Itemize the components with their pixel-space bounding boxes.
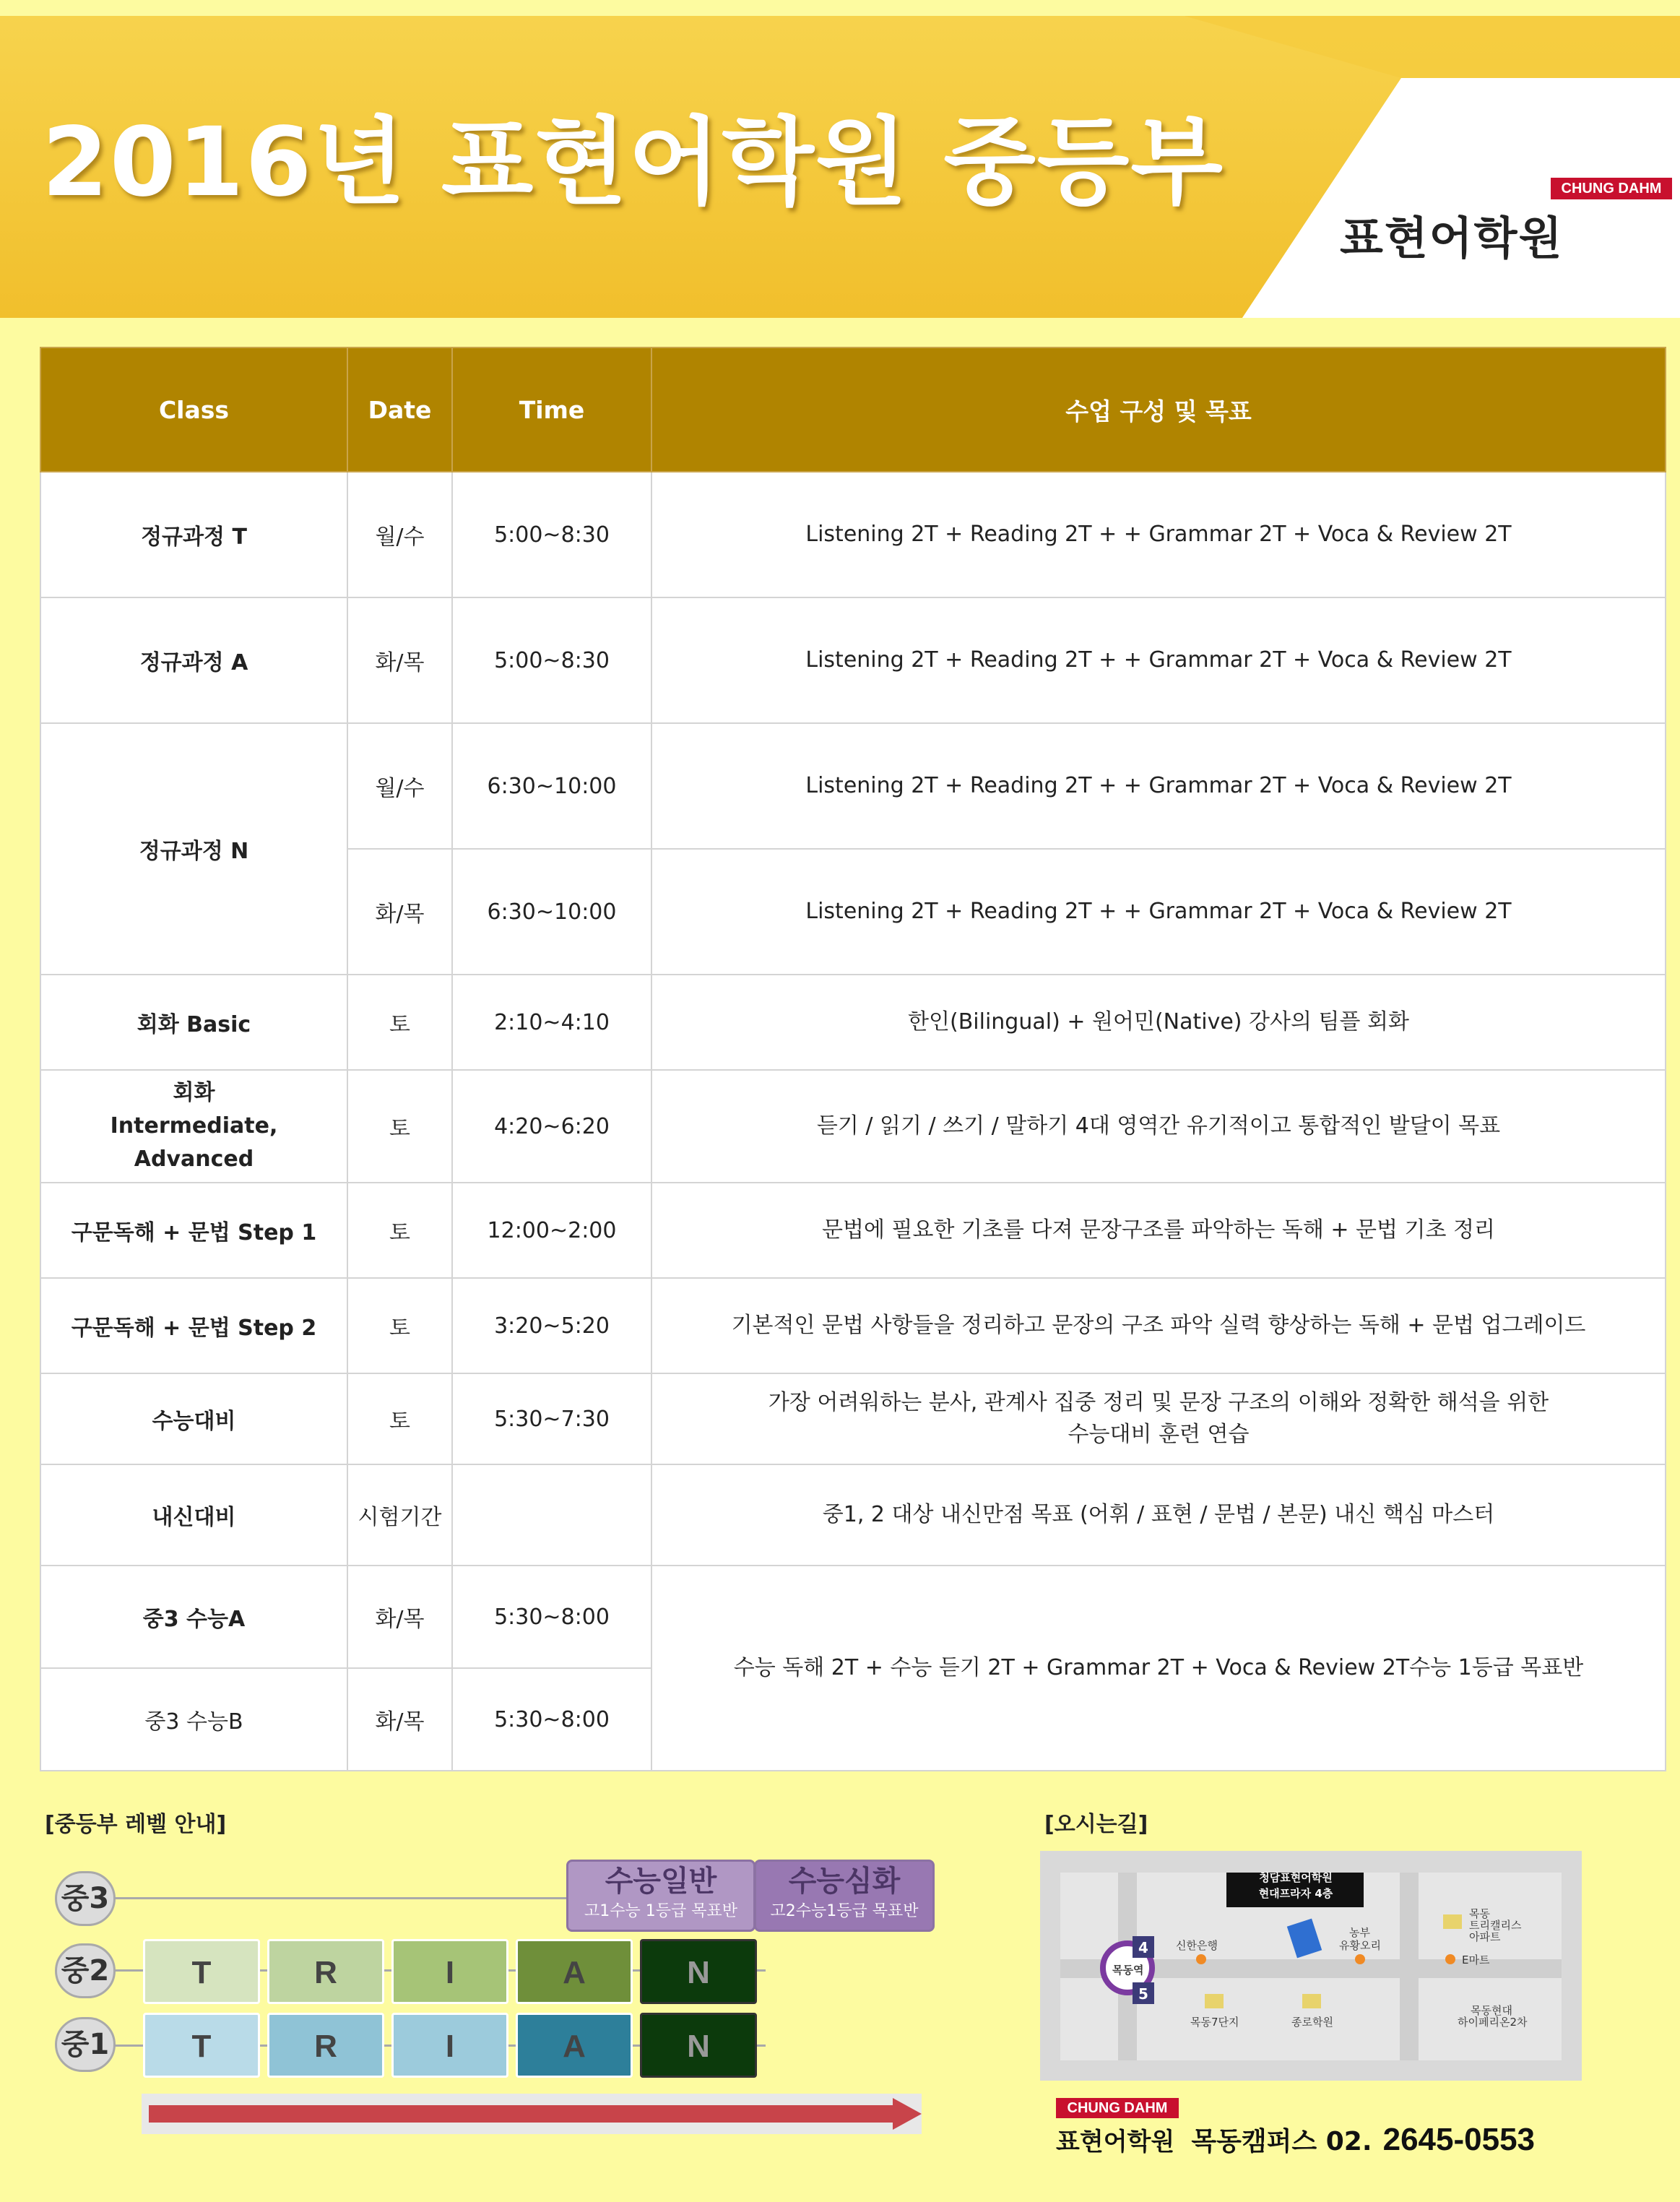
- description-cell: 듣기 / 읽기 / 쓰기 / 말하기 4대 영역간 유기적이고 통합적인 발달이 목표: [651, 1070, 1666, 1183]
- brand-tag: CHUNG DAHM: [1551, 178, 1672, 199]
- class-cell: 수능대비: [40, 1373, 347, 1464]
- date-cell: 월/수: [347, 723, 452, 849]
- brand-logo-text: 표현어학원: [1340, 212, 1564, 264]
- map-bank: 신한은행: [1176, 1939, 1218, 1952]
- grade-badge-2: 중2: [55, 1943, 116, 1998]
- date-cell: 토: [347, 975, 452, 1070]
- level-box-r: R: [267, 2013, 384, 2078]
- description-cell: Listening 2T + Reading 2T + + Grammar 2T + Voca & Review 2T: [651, 472, 1666, 597]
- map-nongbu-2: 유황오리: [1339, 1939, 1381, 1952]
- footer-campus: 목동캠퍼스 02.: [1191, 2127, 1372, 2156]
- class-line: 회화: [173, 1080, 215, 1105]
- description-cell: Listening 2T + Reading 2T + + Grammar 2T + Voca & Review 2T: [651, 849, 1666, 975]
- level-box-n: N: [640, 2013, 757, 2078]
- header-class: Class: [40, 347, 347, 472]
- description-cell: 중1, 2 대상 내신만점 목표 (어휘 / 표현 / 문법 / 본문) 내신 핵심 마스터: [651, 1464, 1666, 1566]
- level-box-r: R: [267, 1939, 384, 2004]
- description-cell: 수능 독해 2T + 수능 듣기 2T + Grammar 2T + Voca & Review 2T수능 1등급 목표반: [651, 1566, 1666, 1771]
- date-cell: 월/수: [347, 472, 452, 597]
- suneung-advanced-title: 수능심화: [788, 1865, 901, 1898]
- description-line: 가장 어려워하는 분사, 관계사 집중 정리 및 문장 구조의 이해와 정확한 해석을 위한: [768, 1390, 1549, 1415]
- level-box-i: I: [391, 1939, 508, 2004]
- table-row: [40, 472, 1666, 597]
- grade-badge-3: 중3: [55, 1871, 116, 1926]
- grade-divider: [87, 1897, 566, 1899]
- footer-brand-tag: CHUNG DAHM: [1056, 2098, 1179, 2118]
- table-row: [40, 1373, 1666, 1464]
- table-header-row: [40, 347, 1666, 472]
- table-row: [40, 1070, 1666, 1183]
- time-cell: 2:10~4:10: [452, 975, 651, 1070]
- header-time: Time: [452, 347, 651, 472]
- description-cell: Listening 2T + Reading 2T + + Grammar 2T + Voca & Review 2T: [651, 723, 1666, 849]
- table-row: [40, 1566, 1666, 1668]
- map-apt: 목동: [1469, 1907, 1490, 1920]
- description-cell: 기본적인 문법 사항들을 정리하고 문장의 구조 파악 실력 향상하는 독해 + 문법 업그레이드: [651, 1278, 1666, 1373]
- time-cell: 5:30~8:00: [452, 1668, 651, 1771]
- time-cell: [452, 1464, 651, 1566]
- level-box-t: T: [143, 1939, 260, 2004]
- map-hyundai-2: 하이페리온2차: [1458, 2016, 1528, 2029]
- class-cell: 내신대비: [40, 1464, 347, 1566]
- map-station: 목동역: [1112, 1964, 1144, 1977]
- time-cell: 12:00~2:00: [452, 1183, 651, 1278]
- map-hyundai: 목동현대: [1471, 2004, 1512, 2017]
- date-cell: 화/목: [347, 1668, 452, 1771]
- table-row: [40, 597, 1666, 723]
- time-cell: 6:30~10:00: [452, 723, 651, 849]
- footer-brand-name: 표현어학원: [1056, 2128, 1175, 2156]
- class-cell: [40, 1070, 347, 1183]
- level-box-n: N: [640, 1939, 757, 2004]
- description-cell: [651, 1373, 1666, 1464]
- suneung-basic-title: 수능일반: [605, 1865, 717, 1898]
- level-box-a: A: [516, 2013, 633, 2078]
- class-cell: 정규과정 A: [40, 597, 347, 723]
- date-cell: 화/목: [347, 849, 452, 975]
- date-cell: 토: [347, 1070, 452, 1183]
- class-cell: 회화 Basic: [40, 975, 347, 1070]
- progress-arrow: [142, 2088, 929, 2138]
- class-line: Intermediate,: [110, 1113, 278, 1139]
- map-jongro: 종로학원: [1291, 2016, 1333, 2029]
- page-title: 2016년 표현어학원 중등부: [42, 107, 1224, 218]
- class-cell: 구문독해 + 문법 Step 2: [40, 1278, 347, 1373]
- schedule-table: [40, 347, 1666, 1771]
- map-apt-3: 아파트: [1469, 1930, 1501, 1943]
- table-row: [40, 975, 1666, 1070]
- level-box-a: A: [516, 1939, 633, 2004]
- level-box-i: I: [391, 2013, 508, 2078]
- date-cell: 화/목: [347, 1566, 452, 1668]
- table-row: [40, 1278, 1666, 1373]
- level-guide-label: [중등부 레벨 안내]: [45, 1812, 227, 1837]
- time-cell: 6:30~10:00: [452, 849, 651, 975]
- class-line: Advanced: [134, 1147, 254, 1172]
- header-banner: [0, 0, 1680, 318]
- map-apt-2: 트리캘리스: [1469, 1919, 1522, 1932]
- time-cell: 4:20~6:20: [452, 1070, 651, 1183]
- time-cell: 5:00~8:30: [452, 597, 651, 723]
- time-cell: 5:00~8:30: [452, 472, 651, 597]
- class-cell: 구문독해 + 문법 Step 1: [40, 1183, 347, 1278]
- map-building-floor: 현대프라자 4층: [1258, 1887, 1333, 1900]
- time-cell: 3:20~5:20: [452, 1278, 651, 1373]
- time-cell: 5:30~8:00: [452, 1566, 651, 1668]
- map-area: [1060, 1873, 1562, 2060]
- table-row: [40, 1464, 1666, 1566]
- location-map: [1040, 1851, 1582, 2081]
- map-emart: E마트: [1462, 1953, 1490, 1966]
- footer-contact: [1056, 2121, 1535, 2158]
- level-box-t: T: [143, 2013, 260, 2078]
- suneung-basic-box: [566, 1860, 755, 1932]
- description-line: 수능대비 훈련 연습: [1068, 1422, 1250, 1447]
- header-date: Date: [347, 347, 452, 472]
- time-cell: 5:30~7:30: [452, 1373, 651, 1464]
- map-apt7: 목동7단지: [1190, 2016, 1239, 2029]
- date-cell: 시험기간: [347, 1464, 452, 1566]
- map-exit-5: 5: [1138, 1985, 1148, 2003]
- date-cell: 토: [347, 1278, 452, 1373]
- directions-label: [오시는길]: [1044, 1812, 1148, 1837]
- map-building: 청담표현어학원: [1259, 1871, 1333, 1884]
- class-cell: 정규과정 N: [40, 723, 347, 975]
- class-cell: 중3 수능A: [40, 1566, 347, 1668]
- table-row: [40, 723, 1666, 849]
- date-cell: 토: [347, 1183, 452, 1278]
- header-description: 수업 구성 및 목표: [651, 347, 1666, 472]
- suneung-advanced-box: [754, 1860, 935, 1932]
- map-exit-4: 4: [1138, 1939, 1148, 1956]
- description-cell: 문법에 필요한 기초를 다져 문장구조를 파악하는 독해 + 문법 기초 정리: [651, 1183, 1666, 1278]
- suneung-basic-sub: 고1수능 1등급 목표반: [584, 1902, 737, 1920]
- description-cell: 한인(Bilingual) + 원어민(Native) 강사의 팀플 회화: [651, 975, 1666, 1070]
- date-cell: 화/목: [347, 597, 452, 723]
- class-cell: 정규과정 T: [40, 472, 347, 597]
- map-nongbu: 농부: [1349, 1926, 1370, 1939]
- footer-phone: 2645-0553: [1382, 2122, 1536, 2157]
- date-cell: 토: [347, 1373, 452, 1464]
- class-cell: 중3 수능B: [40, 1668, 347, 1771]
- grade-badge-1: 중1: [55, 2017, 116, 2072]
- description-cell: Listening 2T + Reading 2T + + Grammar 2T + Voca & Review 2T: [651, 597, 1666, 723]
- table-row: [40, 1183, 1666, 1278]
- suneung-advanced-sub: 고2수능1등급 목표반: [770, 1902, 919, 1920]
